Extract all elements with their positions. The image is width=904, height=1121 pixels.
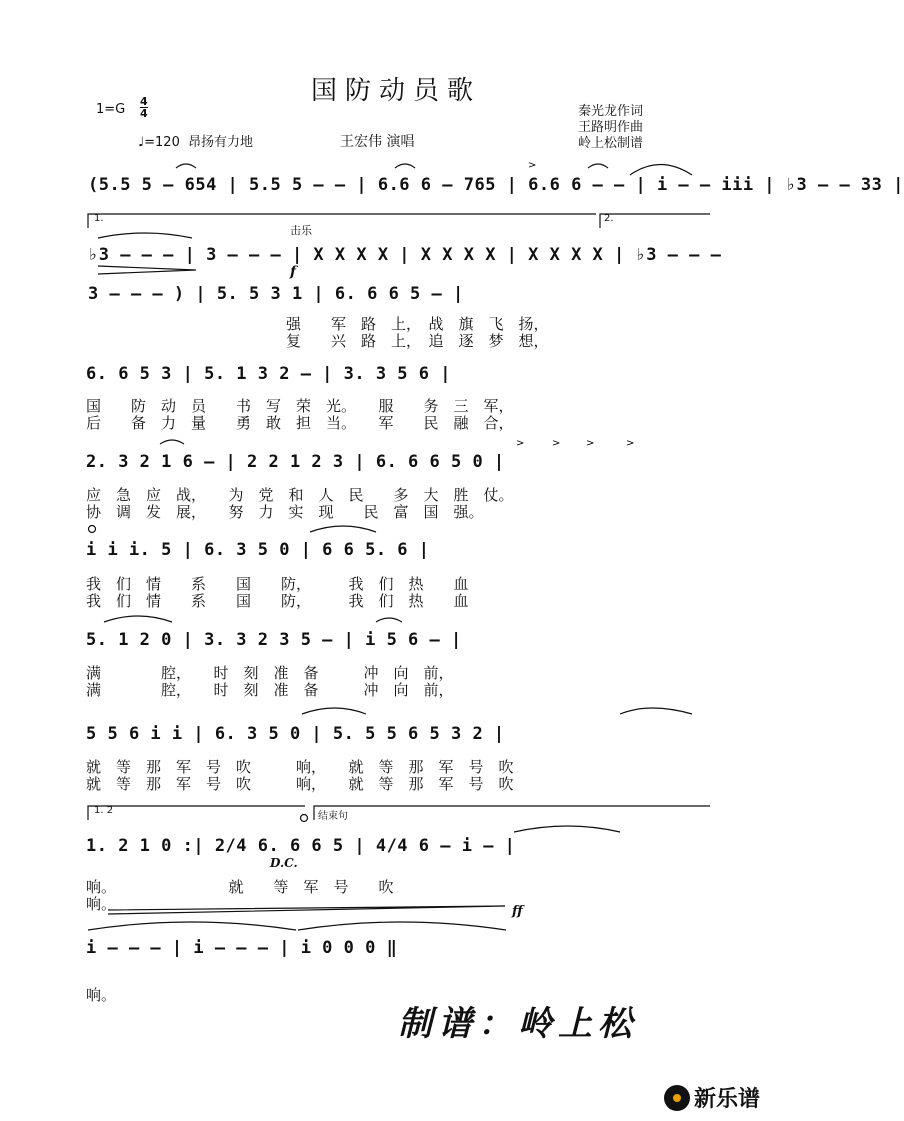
lyric-line: 协 调 发 展， 努 力 实 现 民 富 国 强。 [86, 503, 484, 521]
lyric-line: 满 腔， 时 刻 准 备 冲 向 前， [86, 664, 454, 682]
percussion-mark: 击乐 [290, 224, 312, 237]
volta-1-2: 1. 2 [94, 805, 114, 816]
lyric-line: 响。 [86, 986, 117, 1004]
lyric-line: 后 备 力 量 勇 敢 担 当。 军 民 融 合， [86, 414, 514, 432]
ending-mark: 结束句 [318, 811, 348, 822]
expression-mark: 昂扬有力地 [187, 135, 253, 150]
lyric-line: 响。 就 等 军 号 吹 [86, 878, 394, 896]
svg-text:>: > [528, 160, 537, 171]
notation-row-7: 5. 1 2 0 | 3. 3 2 3 5 – | i 5 6 – | [86, 630, 462, 650]
notation-row-5: 2. 3 2 1 6 – | 2 2 1 2 3 | 6. 6 6 5 0 | [86, 452, 505, 472]
notation-row-1: (5.5 5 – 654 | 5.5 5 – – | 6.6 6 – 765 | 6.6 6 – – | i – – iii | ♭3 – – 33 | [88, 175, 904, 195]
svg-text:>: > [552, 438, 561, 449]
performer: 王宏伟 演唱 [340, 134, 415, 150]
volta-2: 2. [604, 213, 614, 224]
lyric-line: 就 等 那 军 号 吹 响， 就 等 那 军 号 吹 [86, 775, 514, 793]
vinyl-disc-icon [664, 1085, 690, 1111]
song-title: 国防动员歌 [310, 76, 481, 106]
lyric-line: 我 们 情 系 国 防， 我 们 热 血 [86, 575, 469, 593]
svg-text:>: > [626, 438, 635, 449]
volta-1: 1. [94, 213, 104, 224]
site-logo[interactable] [664, 1082, 760, 1113]
lyric-line: 我 们 情 系 国 防， 我 们 热 血 [86, 592, 469, 610]
notation-row-8: 5 5 6 i i | 6. 3 5 0 | 5. 5 5 6 5 3 2 | [86, 724, 505, 744]
lyric-line: 强 军 路 上， 战 旗 飞 扬， [286, 315, 549, 333]
lyric-line: 响。 [86, 895, 117, 913]
lyric-line: 就 等 那 军 号 吹 响， 就 等 那 军 号 吹 [86, 758, 514, 776]
tempo-mark: ♩=120 昂扬有力地 [138, 135, 253, 150]
lyricist: 秦光龙作词 [578, 104, 644, 119]
lyric-line: 应 急 应 战， 为 党 和 人 民 多 大 胜 仗。 [86, 486, 514, 504]
notation-row-6: i i i. 5 | 6. 3 5 0 | 6 6 5. 6 | [86, 540, 430, 560]
arranger: 岭上松制谱 [578, 136, 644, 151]
notation-row-9: 1. 2 1 0 :| 2/4 6. 6 6 5 | 4/4 6 – i – | [86, 836, 516, 856]
lyric-line: 满 腔， 时 刻 准 备 冲 向 前， [86, 681, 454, 699]
arranger-signature: 制谱：岭上松 [398, 1004, 638, 1044]
time-signature: 4 4 [140, 95, 148, 120]
notation-row-3: 3 – – – ) | 5. 5 3 1 | 6. 6 6 5 – | [88, 284, 464, 304]
notation-row-4: 6. 6 5 3 | 5. 1 3 2 – | 3. 3 5 6 | [86, 364, 451, 384]
dc-mark: D.C. [270, 856, 298, 870]
dynamic-ff: ff [512, 904, 523, 919]
svg-text:>: > [586, 438, 595, 449]
composer: 王路明作曲 [578, 120, 644, 135]
logo-text: 新乐谱 [694, 1087, 761, 1112]
lyric-line: 国 防 动 员 书 写 荣 光。 服 务 三 军， [86, 397, 514, 415]
notation-row-10: i – – – | i – – – | i 0 0 0 ‖ [86, 938, 398, 958]
svg-text:>: > [516, 438, 525, 449]
key-text: 1=G [96, 102, 126, 117]
lyric-line: 复 兴 路 上， 追 逐 梦 想， [286, 332, 549, 350]
dynamic-f: f [290, 264, 297, 280]
notation-row-2: ♭3 – – – | 3 – – – | X X X X | X X X X | X X X X | ♭3 – – – [88, 245, 722, 265]
